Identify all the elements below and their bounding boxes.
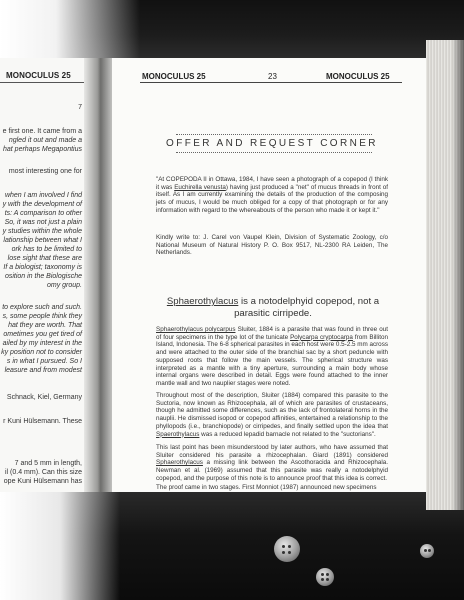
left-page-line: lose sight that these are [7,255,82,262]
left-page-line: ts: A comparison to other [4,210,82,217]
left-page-line: to explore such and such. [2,304,82,311]
left-page-line: omy group. [46,282,82,289]
left-page-line: y with the development of [2,201,82,208]
scanner-shadow-bottom [0,492,464,600]
request-address: Kindly write to: J. Carel von Vaupel Klein, Division of Systematic Zoology, c/o National Museum of Natural History P. O. Box 9517, NL-2300 RA Leiden, The Netherlands. [156,234,388,257]
page-header-left: MONOCULUS 25 [142,72,206,81]
left-page-line: hat they are worth. That [8,322,82,329]
left-page-line: y studies within the whole [2,228,82,235]
left-page-line: hat perhaps Megapontius [3,146,82,153]
main-page [112,58,428,492]
left-page-header: MONOCULUS 25 [6,71,71,80]
article-paragraph-4: The proof came in two stages. First Monniot (1987) announced new specimens [156,484,377,491]
page-header-right: MONOCULUS 25 [326,72,390,81]
page-number: 23 [268,72,277,81]
left-page-line: r Kuni Hülsemann. These [3,418,82,425]
left-page-header-rule [0,82,86,83]
species-link: Euchirella venusta [174,183,226,191]
scanner-shadow-top [0,0,464,58]
article-paragraph-2: Throughout most of the description, Sluiter (1884) compared this parasite to the Suctoria, now known as Rhizocephala, all of which are parasites of crustaceans, though he admitted some differences, such as the lack of frontolateral horns in the nauplii. He dismissed isopod or copepod affinities, entertained a relationship to the phyllopods (i.e., branchiopode) or cirripedes, and finally settled upon the idea that Spaerothylacus was a reduced lepadid barnacle not related to the "suctorians". [156,392,388,438]
page-stack-edge [426,40,464,510]
left-page-line: leasure and from modest [4,367,82,374]
left-page-line: s in what I pursued. So I [6,358,82,365]
left-page-line: s, some people think they [2,313,82,320]
left-page-line: If a biologist; taxonomy is [3,264,82,271]
section-title: OFFER AND REQUEST CORNER [166,138,378,149]
section-rule-bottom [176,152,372,153]
left-page-line: most interesting one for [8,168,82,175]
left-page-line: when I am involved I find [4,192,82,199]
left-page-line: ope Kuni Hülsemann has [3,478,82,485]
button-icon [420,544,434,558]
article-paragraph-1: Sphaerothylacus polycarpus Sluiter, 1884 is a parasite that was found in three out of four specimens in the type lot of the tunicate Polycarpa cryptocarpa from Billiton Island, Indonesia. The 6-8 spherical parasites in each host were 0.5-2.5 mm across and were attached to the outer side of the branchial sac by a short peduncle with supposed roots that follow the main vessels. The spherical structure was interpreted as a mantle with a tiny aperture, surrounding a main body whose internal organs were described in detail. Eggs were found attached to the inner mantle wall and two nauplier stages were noted. [156,326,389,387]
button-icon [274,536,300,562]
left-page [0,58,86,492]
left-page-line: ky position not to consider [1,349,82,356]
header-rule [140,82,402,83]
button-icon [316,568,334,586]
left-page-line: 7 [78,104,82,111]
left-page-line: 7 and 5 mm in length, [14,460,82,467]
left-page-line: osition in the Biologische [4,273,82,280]
left-page-line: ngled it out and made a [8,137,82,144]
article-title-genus: Sphaerothylacus [166,296,239,307]
section-rule-top [176,134,372,135]
article-title: Sphaerothylacus is a notodelphyid copepod, not a parasitic cirripede. [166,296,380,319]
left-page-line: lationship between what I [3,237,82,244]
left-page-line: il (0.4 mm). Can this size [4,469,82,476]
article-paragraph-3: This last point has been misunderstood by later authors, who have assumed that Sluiter considered his parasite a rhizocephalan. Giard (1891) considered Sphaerothylacus a missing link between the Ascothoracida and Rhizocephala. Newman et al. (1969) assumed that this parasite was really a notodelphyid copepod, and the purpose of this note is to announce proof that this idea is correct. [156,444,388,482]
book-gutter [84,58,114,492]
left-page-line: ailed by my interest in the [2,340,82,347]
request-paragraph: "At COPEPODA II in Ottawa, 1984, I have seen a photograph of a copepod (I think it was Euchirella venusta) having just produced a "net" of mucus threads in front of itself. As I am currently examining the details of the production of the composing jets of mucus, I would be much obliged for a copy of that photograph or for any information with regard to the whereabouts of the person who made it or kept it." [156,176,388,214]
left-page-line: So, it was not just a plain [4,219,82,226]
left-page-line: ork has to be limited to [11,246,82,253]
left-page-line: ometimes you get tired of [3,331,82,338]
left-page-line: e first one. It came from a [2,128,82,135]
left-page-line: Schnack, Kiel, Germany [6,394,82,401]
